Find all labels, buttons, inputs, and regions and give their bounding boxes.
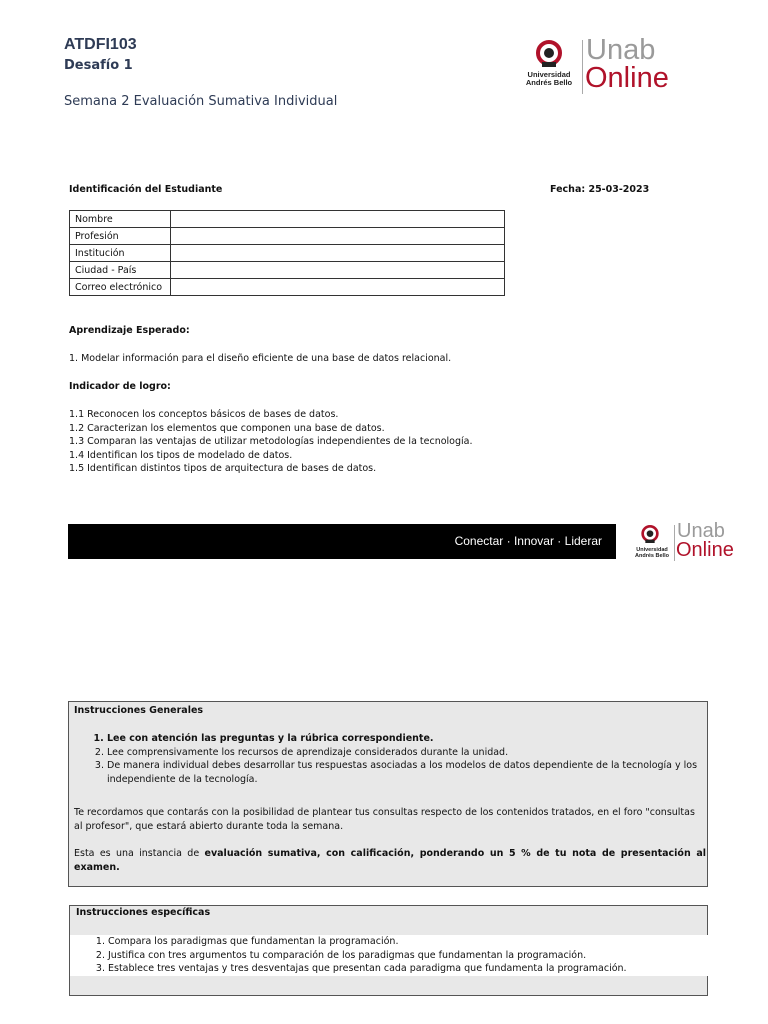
general-instructions-title: Instrucciones Generales [74, 705, 204, 716]
list-item: 3. De manera individual debes desarrollar tus respuestas asociadas a los modelos de datos dependiente de la tecnología y los independiente de la tecnología. [107, 759, 739, 786]
table-row [70, 228, 505, 245]
city-country-field[interactable] [171, 262, 505, 279]
brand-online: Online [585, 62, 669, 94]
field-label: Ciudad - País [70, 262, 171, 279]
name-field[interactable] [171, 211, 505, 228]
logo-divider [582, 40, 583, 94]
field-label: Profesión [70, 228, 171, 245]
course-code: ATDFI103 [64, 36, 137, 53]
profession-field[interactable] [171, 228, 505, 245]
email-field[interactable] [171, 279, 505, 296]
list-item: 1. Lee con atención las preguntas y la rúbrica correspondiente. [107, 732, 739, 746]
brand-online: Online [676, 539, 734, 561]
university-name: Universidad Andrés Bello [525, 70, 573, 87]
slogan-banner [68, 524, 616, 559]
evaluation-note [74, 847, 706, 874]
list-item: 1. Compara los paradigmas que fundamentan la programación. [108, 935, 738, 949]
unab-crest-icon [640, 525, 660, 545]
general-instructions-box [68, 701, 708, 887]
table-row [70, 211, 505, 228]
university-name: Universidad Andrés Bello [635, 547, 669, 559]
indicators-list [69, 408, 473, 476]
institution-field[interactable] [171, 245, 505, 262]
list-item: 1.3 Comparan las ventajas de utilizar metodologías independientes de la tecnología. [69, 436, 473, 447]
field-label: Institución [70, 245, 171, 262]
forum-reminder: Te recordamos que contarás con la posibilidad de plantear tus consultas respecto de los contenidos tratados, en el foro "consultas al profesor", que estará abierto durante toda la semana. [74, 807, 695, 832]
learning-item: 1. Modelar información para el diseño eficiente de una base de datos relacional. [69, 353, 452, 364]
learning-heading: Aprendizaje Esperado: [69, 325, 190, 336]
list-item: 1.1 Reconocen los conceptos básicos de bases de datos. [69, 409, 339, 420]
brand-unab: Unab [586, 34, 656, 66]
table-row [70, 245, 505, 262]
specific-instructions-list [70, 935, 738, 976]
field-label: Correo electrónico [70, 279, 171, 296]
slogan-text: Conectar · Innovar · Liderar [454, 534, 602, 548]
indicators-heading: Indicador de logro: [69, 381, 171, 392]
list-item: 2. Justifica con tres argumentos tu comparación de los paradigmas que fundamentan la programación. [108, 949, 738, 963]
evaluation-weight: evaluación sumativa, con calificación, ponderando un 5 % de tu nota de presentación al examen. [74, 848, 706, 873]
evaluation-prefix: Esta es una instancia de [74, 848, 205, 859]
general-instructions-list [69, 732, 739, 786]
unab-crest-icon [534, 40, 564, 70]
list-item: 1.4 Identifican los tipos de modelado de datos. [69, 449, 293, 461]
brand-unab: Unab [677, 520, 725, 542]
list-item: 3. Establece tres ventajas y tres desventajas que presentan cada paradigma que fundamenta la programación. [108, 962, 738, 976]
banner-logo [632, 522, 742, 564]
date-label: Fecha: 25-03-2023 [550, 184, 650, 195]
field-label: Nombre [70, 211, 171, 228]
logo-divider [674, 525, 675, 561]
table-row [70, 279, 505, 296]
week-title: Semana 2 Evaluación Sumativa Individual [64, 94, 338, 109]
list-item: 1.2 Caracterizan los elementos que componen una base de datos. [69, 422, 385, 434]
table-row [70, 262, 505, 279]
specific-instructions-title: Instrucciones específicas [76, 907, 211, 918]
unab-online-logo [518, 36, 678, 98]
list-item: 2. Lee comprensivamente los recursos de aprendizaje considerados durante la unidad. [107, 746, 739, 760]
challenge-title: Desafío 1 [64, 58, 133, 73]
student-info-table [69, 210, 505, 296]
list-item: 1.5 Identifican distintos tipos de arquitectura de bases de datos. [69, 463, 377, 474]
student-id-heading: Identificación del Estudiante [69, 184, 223, 195]
specific-instructions-box [69, 905, 708, 996]
